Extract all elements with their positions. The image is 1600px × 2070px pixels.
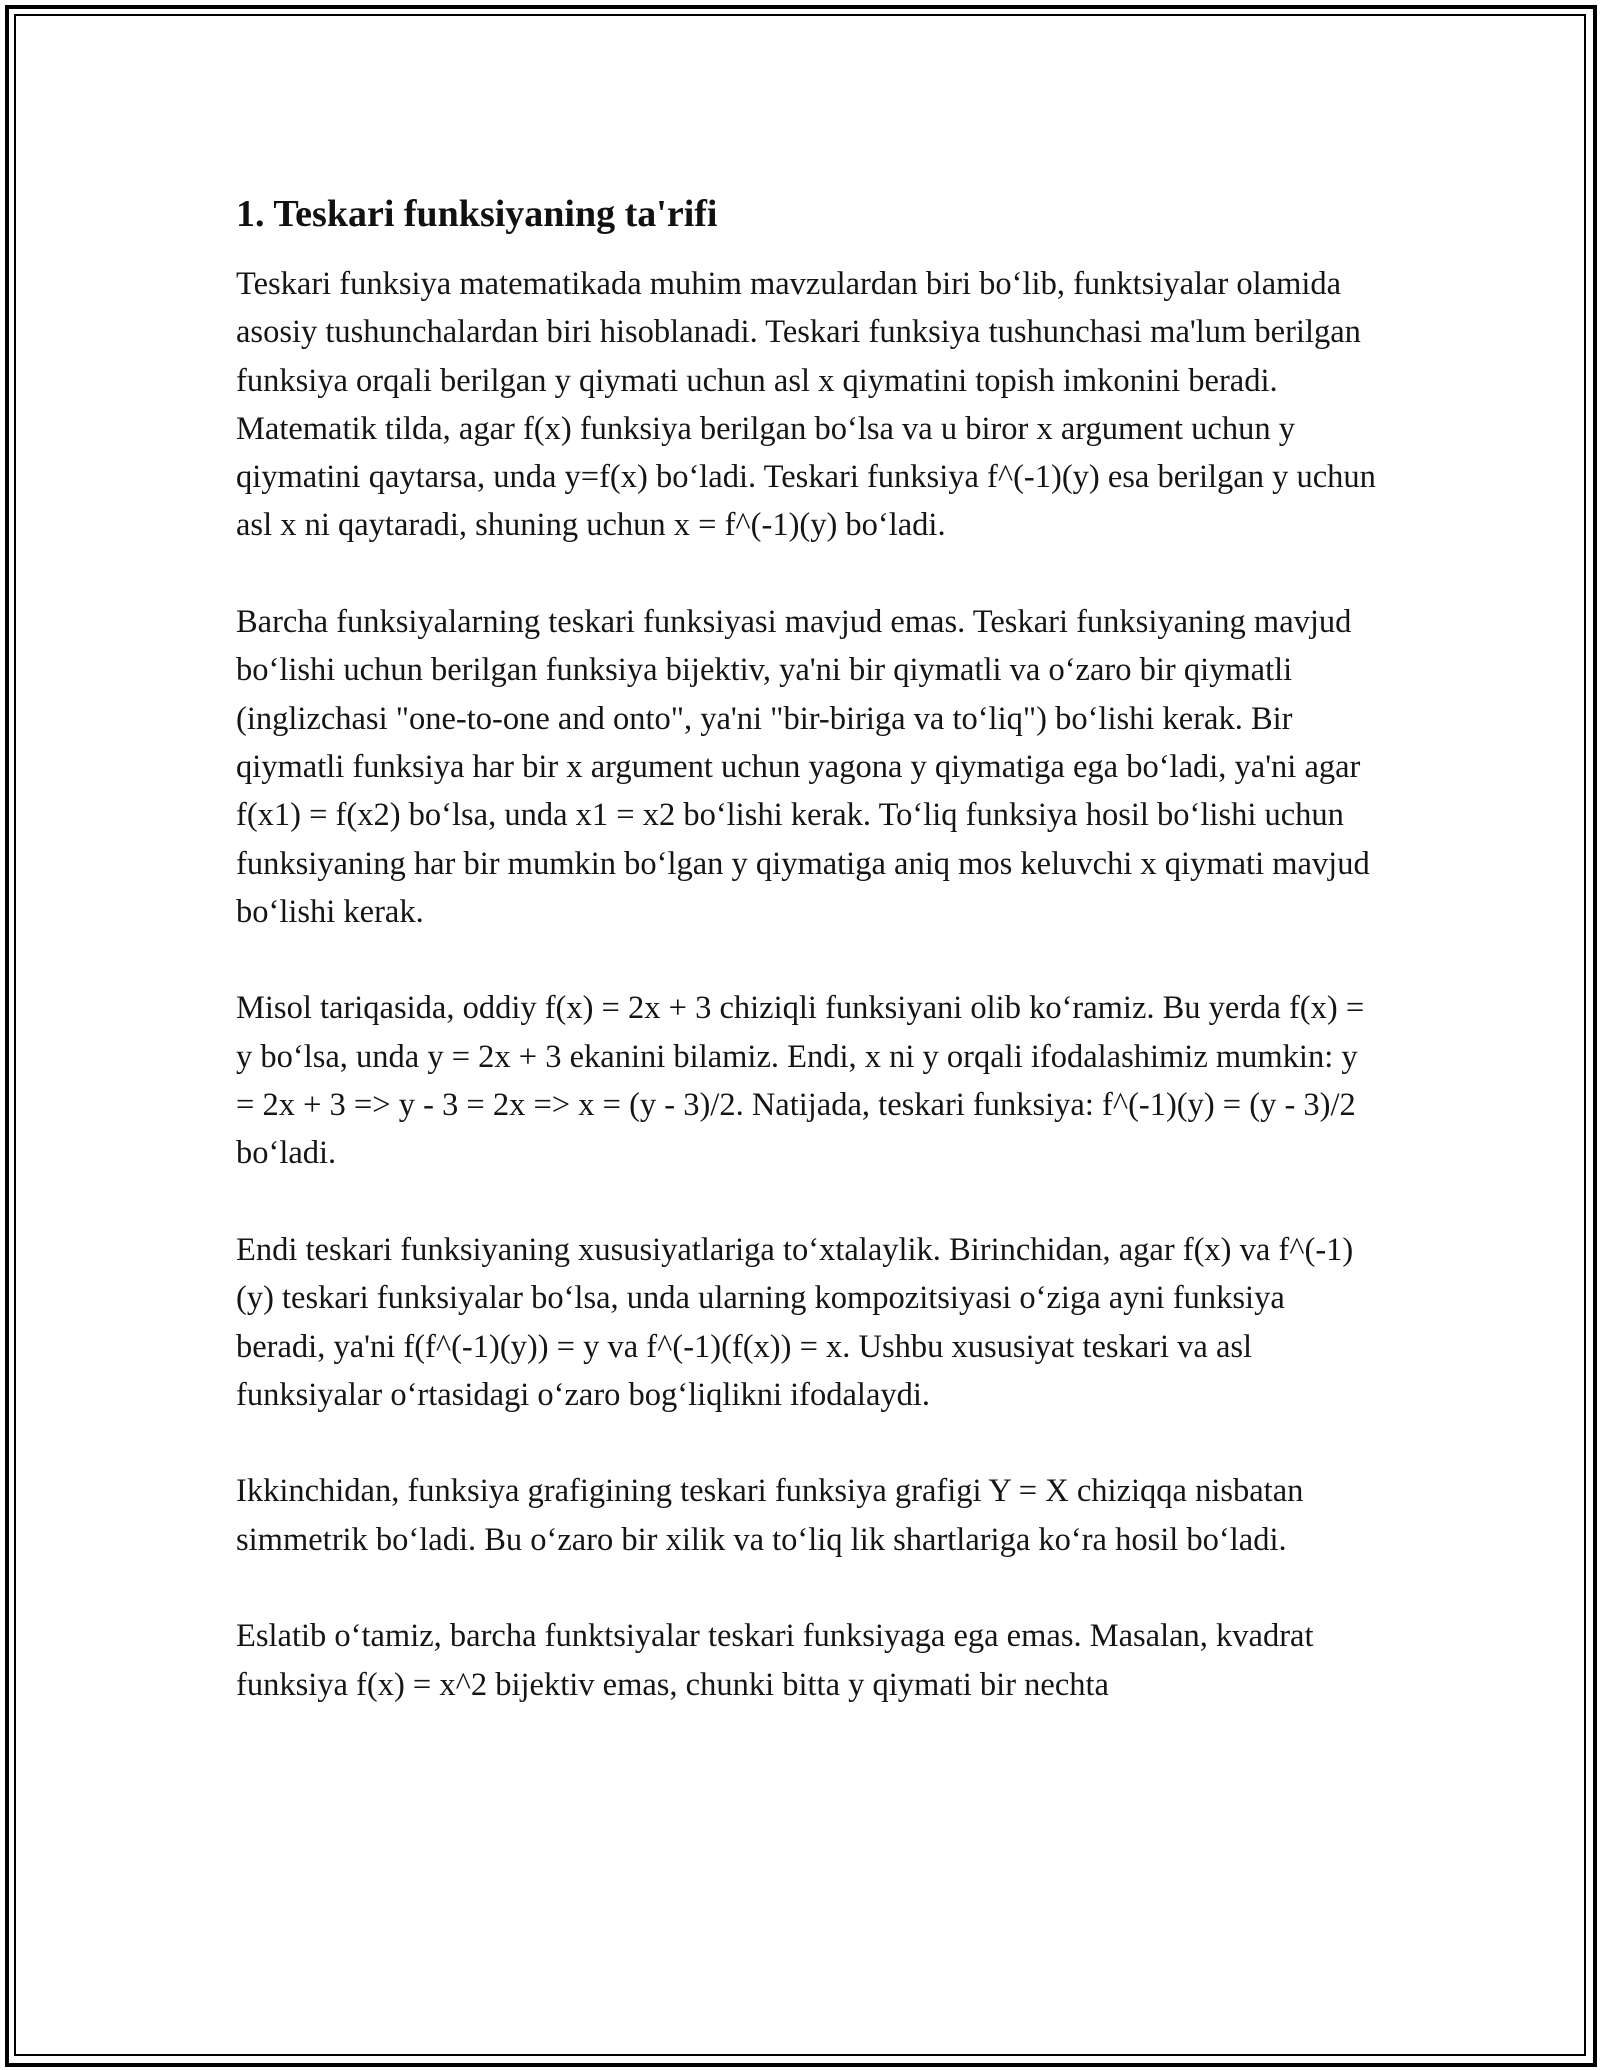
paragraph-composition-property: Endi teskari funksiyaning xususiyatlariga to‘xtalaylik. Birinchidan, agar f(x) va f^(-1)(y) teskari funksiyalar bo‘lsa, unda ularning kompozitsiyasi o‘ziga ayni funksiya beradi, ya'ni f(f^(-1)(y)) = y va f^(-1)(f(x)) = x. Ushbu xususiyat teskari va asl funksiyalar o‘rtasidagi o‘zaro bog‘liqlikni ifodalaydi. (236, 1231, 1354, 1413)
paragraph-linear-example: Misol tariqasida, oddiy f(x) = 2x + 3 chiziqli funksiyani olib ko‘ramiz. Bu yerda f(x) = y bo‘lsa, unda y = 2x + 3 ekanini bilamiz. Endi, x ni y orqali ifodalashimiz mumkin: y = 2x + 3 => y - 3 = 2x => x = (y - 3)/2. Natijada, teskari funksiya: f^(-1)(y) = (y - 3)/2 bo‘ladi. (236, 990, 1365, 1172)
paragraph-symmetry-property: Ikkinchidan, funksiya grafigining teskari funksiya grafigi Y = X chiziqqa nisbatan simmetrik bo‘ladi. Bu o‘zaro bir xilik va to‘liq lik shartlariga ko‘ra hosil bo‘ladi. (236, 1473, 1304, 1558)
paragraph-bijective-condition: Barcha funksiyalarning teskari funksiyasi mavjud emas. Teskari funksiyaning mavjud bo‘lishi uchun berilgan funksiya bijektiv, ya'ni bir qiymatli va o‘zaro bir qiymatli (inglizchasi "one-to-one and onto", ya'ni "bir-biriga va to‘liq") bo‘lishi kerak. Bir qiymatli funksiya har bir x argument uchun yagona y qiymatiga ega bo‘ladi, ya'ni agar f(x1) = f(x2) bo‘lsa, unda x1 = x2 bo‘lishi kerak. To‘liq funksiya hosil bo‘lishi uchun funksiyaning har bir mumkin bo‘lgan y qiymatiga aniq mos keluvchi x qiymati mavjud bo‘lishi kerak. (236, 604, 1370, 930)
paragraph-definition: Teskari funksiya matematikada muhim mavzulardan biri bo‘lib, funktsiyalar olamida asosiy tushunchalardan biri hisoblanadi. Teskari funksiya tushunchasi ma'lum berilgan funksiya orqali berilgan y qiymati uchun asl x qiymatini topish imkonini beradi. Matematik tilda, agar f(x) funksiya berilgan bo‘lsa va u biror x argument uchun y qiymatini qaytarsa, unda y=f(x) bo‘ladi. Teskari funksiya f^(-1)(y) esa berilgan y uchun asl x ni qaytaradi, shuning uchun x = f^(-1)(y) bo‘ladi. (236, 266, 1376, 544)
section-heading: 1. Teskari funksiyaning ta'rifi (236, 193, 718, 235)
paragraph-quadratic-note: Eslatib o‘tamiz, barcha funktsiyalar teskari funksiyaga ega emas. Masalan, kvadrat funksiya f(x) = x^2 bijektiv emas, chunki bitta y qiymati bir nechta (236, 1618, 1314, 1703)
document-body (236, 186, 1376, 1757)
